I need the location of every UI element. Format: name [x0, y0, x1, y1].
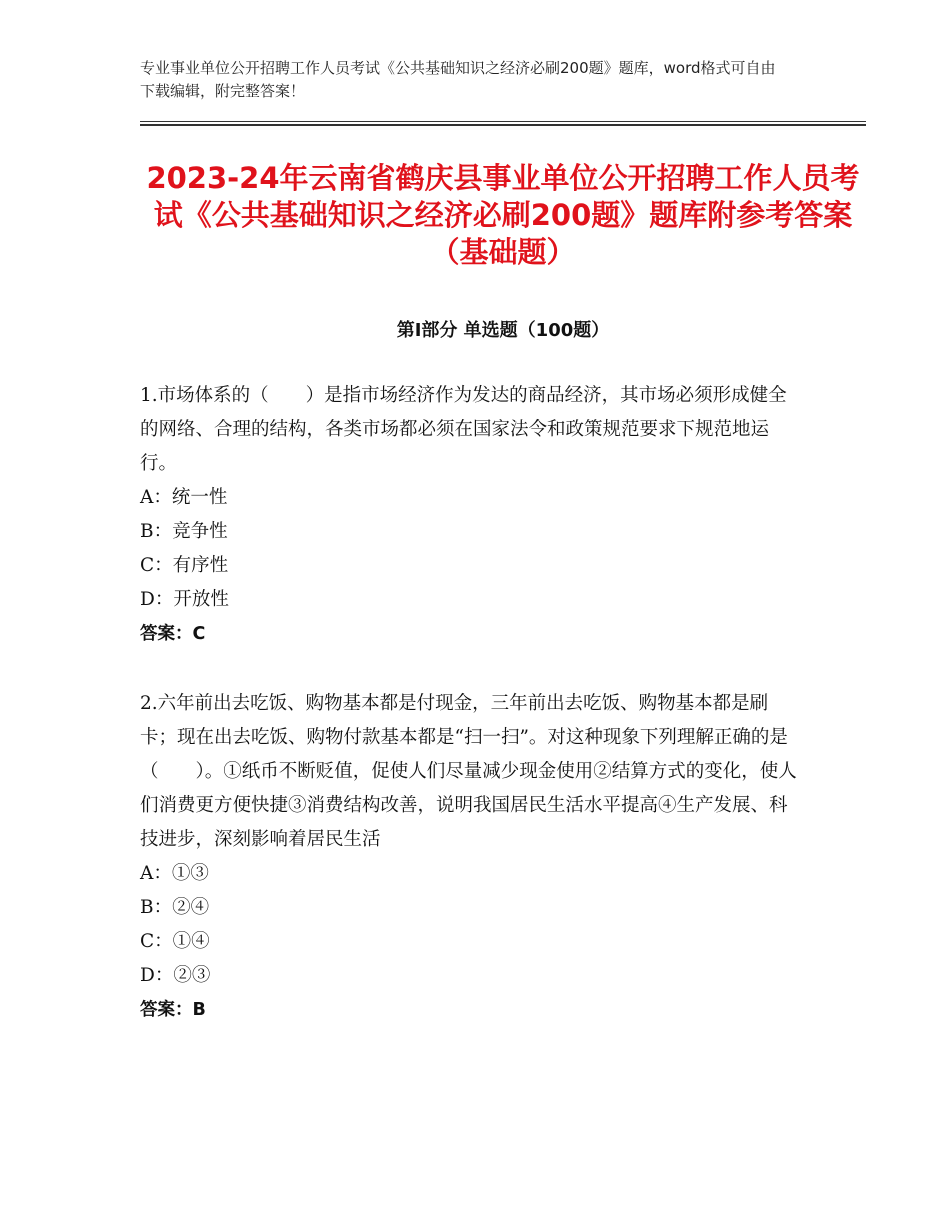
option-a: A：统一性: [140, 487, 228, 508]
option-b: B：竞争性: [140, 521, 228, 542]
option-b: B：②④: [140, 897, 210, 918]
header-rule-thin: [140, 121, 866, 122]
section-heading: 第Ⅰ部分 单选题（100题）: [396, 320, 610, 341]
option-d: D：开放性: [140, 589, 229, 610]
option-a: A：①③: [140, 863, 209, 884]
option-d: D：②③: [140, 965, 211, 986]
question-1: [140, 379, 800, 651]
question-stem: 2.六年前出去吃饭、购物基本都是付现金，三年前出去吃饭、购物基本都是刷卡；现在出去吃饭、购物付款基本都是“扫一扫”。对这种现象下列理解正确的是（ ）。①纸币不断贬值，促使人们尽量减少现金使用②结算方式的变化，使人们消费更方便快捷③消费结构改善，说明我国居民生活水平提高④生产发展、科技进步，深刻影响着居民生活: [140, 693, 797, 850]
question-stem: 1.市场体系的（ ）是指市场经济作为发达的商品经济，其市场必须形成健全的网络、合理的结构，各类市场都必须在国家法令和政策规范要求下规范地运行。: [140, 385, 787, 474]
option-c: C：有序性: [140, 555, 229, 576]
header-rule-thick: [140, 124, 866, 126]
document-title: 2023-24年云南省鹤庆县事业单位公开招聘工作人员考试《公共基础知识之经济必刷200题》题库附参考答案（基础题）: [146, 161, 860, 269]
option-c: C：①④: [140, 931, 210, 952]
question-2: [140, 687, 800, 1027]
answer: 答案：C: [140, 624, 206, 644]
header-note: 专业事业单位公开招聘工作人员考试《公共基础知识之经济必刷200题》题库，word格式可自由下载编辑，附完整答案！: [140, 59, 776, 100]
answer: 答案：B: [140, 1000, 206, 1020]
